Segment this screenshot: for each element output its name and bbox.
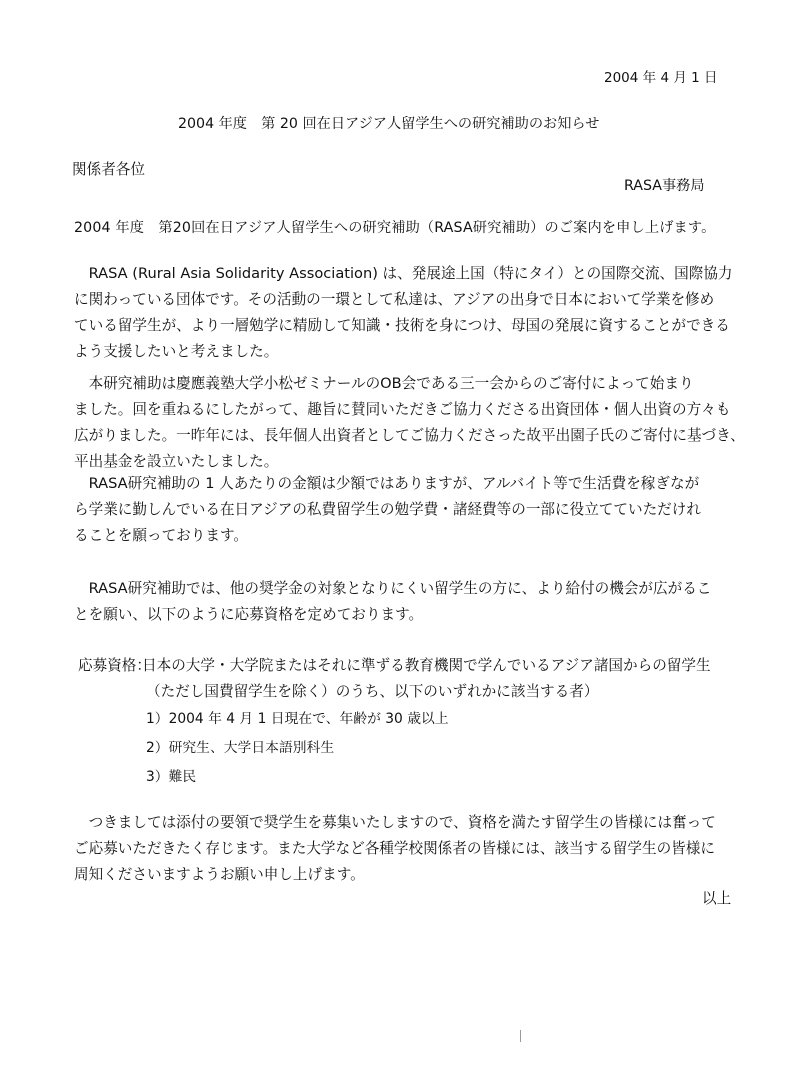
paragraph-line: ら学業に勤しんでいる在日アジアの私費留学生の勉学費・諸経費等の一部に役立てていただけれ [74, 501, 701, 518]
eligibility-line-1: 日本の大学・大学院またはそれに準ずる教育機関で学んでいるアジア諸国からの留学生 [142, 657, 711, 674]
paragraph-line: 平出基金を設立いたしました。 [74, 453, 279, 470]
document-date: 2004 年 4 月 1 日 [604, 70, 718, 86]
paragraph-about-rasa [74, 261, 734, 365]
paragraph-purpose [74, 471, 734, 549]
intro-line: 2004 年度 第20回在日アジア人留学生への研究補助（RASA研究補助）のご案内を申し上げます。 [74, 220, 716, 236]
scan-artifact [520, 1030, 521, 1042]
paragraph-line: に関わっている団体です。その活動の一環として私達は、アジアの出身で日本において学業を修め [74, 291, 715, 308]
eligibility-item: 3）難民 [146, 769, 197, 785]
paragraph-line: 本研究補助は慶應義塾大学小松ゼミナールのOB会である三一会からのご寄付によって始まり [74, 375, 694, 392]
closing-mark: 以上 [702, 890, 732, 907]
paragraph-line: ている留学生が、より一層勉学に精励して知識・技術を身につけ、母国の発展に資することができる [74, 317, 730, 334]
paragraph-line: ることを願っております。 [74, 527, 248, 544]
addressee: 関係者各位 [72, 161, 145, 178]
paragraph-closing [74, 810, 734, 888]
paragraph-line: RASA研究補助では、他の奨学金の対象となりにくい留学生の方に、より給付の機会が広がるこ [74, 580, 712, 597]
eligibility-line-2: （ただし国費留学生を除く）のうち、以下のいずれかに該当する者） [146, 683, 599, 700]
paragraph-line: ご応募いただきたく存じます。また大学など各種学校関係者の皆様には、該当する留学生の皆様に [74, 840, 715, 857]
paragraph-line: とを願い、以下のように応募資格を定めております。 [74, 606, 424, 623]
eligibility-item: 2）研究生、大学日本語別科生 [146, 740, 335, 756]
eligibility-item: 1）2004 年 4 月 1 日現在で、年齢が 30 歳以上 [146, 711, 449, 727]
paragraph-line: ました。回を重ねるにしたがって、趣旨に賛同いただきご協力くださる出資団体・個人出資の方々も [74, 401, 731, 418]
eligibility-label: 応募資格： [78, 657, 151, 674]
paragraph-line: よう支援したいと考えました。 [74, 343, 279, 360]
paragraph-line: 周知くださいますようお願い申し上げます。 [74, 866, 365, 883]
sender: RASA事務局 [624, 178, 705, 194]
paragraph-eligibility-intro [74, 576, 734, 628]
paragraph-history [74, 371, 745, 475]
paragraph-line: 広がりました。一昨年には、長年個人出資者としてご協力くださった故平出園子氏のご寄付に基づき、 [74, 427, 745, 444]
paragraph-line: RASA (Rural Asia Solidarity Association) は、発展途上国（特にタイ）との国際交流、国際協力 [74, 265, 733, 282]
paragraph-line: つきましては添付の要領で奨学生を募集いたしますので、資格を満たす留学生の皆様には奮って [74, 814, 716, 831]
document-title: 2004 年度 第 20 回在日アジア人留学生への研究補助のお知らせ [178, 116, 600, 132]
paragraph-line: RASA研究補助の 1 人あたりの金額は少額ではありますが、アルバイト等で生活費を稼ぎなが [74, 475, 700, 492]
